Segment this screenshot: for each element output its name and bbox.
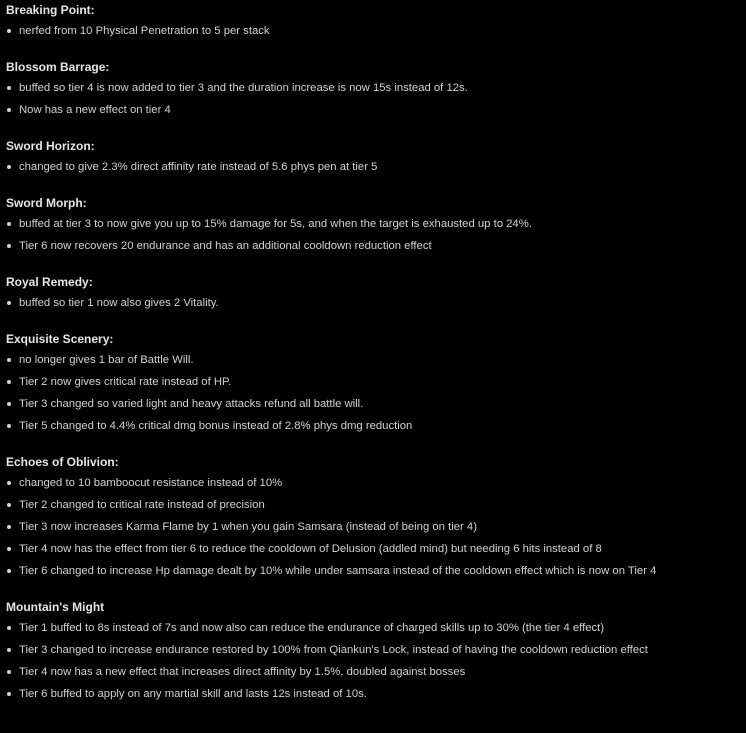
change-list: [6, 353, 746, 433]
change-list: [6, 160, 746, 174]
change-text: Tier 3 changed so varied light and heavy attacks refund all battle will.: [19, 398, 364, 410]
patch-section: [6, 60, 746, 117]
bullet-icon: [7, 165, 11, 169]
change-text: nerfed from 10 Physical Penetration to 5 per stack: [19, 25, 270, 37]
change-list: [6, 476, 746, 578]
change-list-item: [6, 375, 746, 389]
bullet-icon: [7, 626, 11, 630]
bullet-icon: [7, 108, 11, 112]
change-list-item: [6, 520, 746, 534]
section-title: Sword Horizon:: [6, 139, 95, 153]
section-title: Exquisite Scenery:: [6, 332, 114, 346]
change-text: Tier 5 changed to 4.4% critical dmg bonus instead of 2.8% phys dmg reduction: [19, 420, 413, 432]
bullet-icon: [7, 481, 11, 485]
change-list-item: [6, 665, 746, 679]
bullet-icon: [7, 86, 11, 90]
change-text: no longer gives 1 bar of Battle Will.: [19, 354, 194, 366]
change-list-item: [6, 564, 746, 578]
section-title: Echoes of Oblivion:: [6, 455, 119, 469]
change-list-item: [6, 643, 746, 657]
change-list-item: [6, 239, 746, 253]
change-text: Now has a new effect on tier 4: [19, 104, 171, 116]
bullet-icon: [7, 569, 11, 573]
bullet-icon: [7, 503, 11, 507]
bullet-icon: [7, 648, 11, 652]
change-text: Tier 3 now increases Karma Flame by 1 when you gain Samsara (instead of being on tier 4): [19, 521, 477, 533]
change-text: buffed at tier 3 to now give you up to 15% damage for 5s, and when the target is exhausted up to 24%.: [19, 218, 532, 230]
bullet-icon: [7, 525, 11, 529]
change-list-item: [6, 103, 746, 117]
change-text: Tier 6 now recovers 20 endurance and has an additional cooldown reduction effect: [19, 240, 432, 252]
change-text: changed to give 2.3% direct affinity rate instead of 5.6 phys pen at tier 5: [19, 161, 378, 173]
change-text: Tier 2 now gives critical rate instead of HP.: [19, 376, 232, 388]
change-text: Tier 4 now has the effect from tier 6 to reduce the cooldown of Delusion (addled mind) but needing 6 hits instead of 8: [19, 543, 602, 555]
patch-section: [6, 332, 746, 433]
change-list-item: [6, 621, 746, 635]
section-title: Royal Remedy:: [6, 275, 93, 289]
patch-section: [6, 455, 746, 578]
change-list-item: [6, 24, 746, 38]
change-text: Tier 1 buffed to 8s instead of 7s and now also can reduce the endurance of charged skills up to 30% (the tier 4 effect): [19, 622, 605, 634]
bullet-icon: [7, 380, 11, 384]
change-list: [6, 621, 746, 701]
change-text: changed to 10 bamboocut resistance instead of 10%: [19, 477, 283, 489]
section-title: Sword Morph:: [6, 196, 87, 210]
bullet-icon: [7, 244, 11, 248]
bullet-icon: [7, 29, 11, 33]
bullet-icon: [7, 301, 11, 305]
change-list: [6, 296, 746, 310]
change-text: Tier 6 buffed to apply on any martial skill and lasts 12s instead of 10s.: [19, 688, 367, 700]
change-list-item: [6, 296, 746, 310]
change-list-item: [6, 217, 746, 231]
change-text: buffed so tier 1 now also gives 2 Vitality.: [19, 297, 219, 309]
section-title: Blossom Barrage:: [6, 60, 110, 74]
bullet-icon: [7, 670, 11, 674]
patch-section: [6, 196, 746, 253]
change-list-item: [6, 160, 746, 174]
patch-section: [6, 600, 746, 701]
bullet-icon: [7, 358, 11, 362]
change-list-item: [6, 542, 746, 556]
patch-section: [6, 139, 746, 174]
section-title: Mountain's Might: [6, 600, 105, 614]
section-title: Breaking Point:: [6, 3, 95, 17]
change-list: [6, 24, 746, 38]
change-text: Tier 6 changed to increase Hp damage dealt by 10% while under samsara instead of the cooldown effect which is now on Tier 4: [19, 565, 657, 577]
bullet-icon: [7, 402, 11, 406]
change-text: Tier 2 changed to critical rate instead of precision: [19, 499, 265, 511]
change-text: Tier 4 now has a new effect that increases direct affinity by 1.5%, doubled against bosses: [19, 666, 466, 678]
change-list: [6, 217, 746, 253]
change-list-item: [6, 81, 746, 95]
change-list-item: [6, 476, 746, 490]
bullet-icon: [7, 547, 11, 551]
bullet-icon: [7, 222, 11, 226]
change-list-item: [6, 687, 746, 701]
patch-section: [6, 3, 746, 38]
patch-section: [6, 275, 746, 310]
bullet-icon: [7, 424, 11, 428]
bullet-icon: [7, 692, 11, 696]
change-list: [6, 81, 746, 117]
change-list-item: [6, 397, 746, 411]
change-text: buffed so tier 4 is now added to tier 3 and the duration increase is now 15s instead of 12s.: [19, 82, 468, 94]
change-list-item: [6, 498, 746, 512]
change-list-item: [6, 353, 746, 367]
change-text: Tier 3 changed to increase endurance restored by 100% from Qiankun's Lock, instead of having the cooldown reduction effect: [19, 644, 648, 656]
change-list-item: [6, 419, 746, 433]
